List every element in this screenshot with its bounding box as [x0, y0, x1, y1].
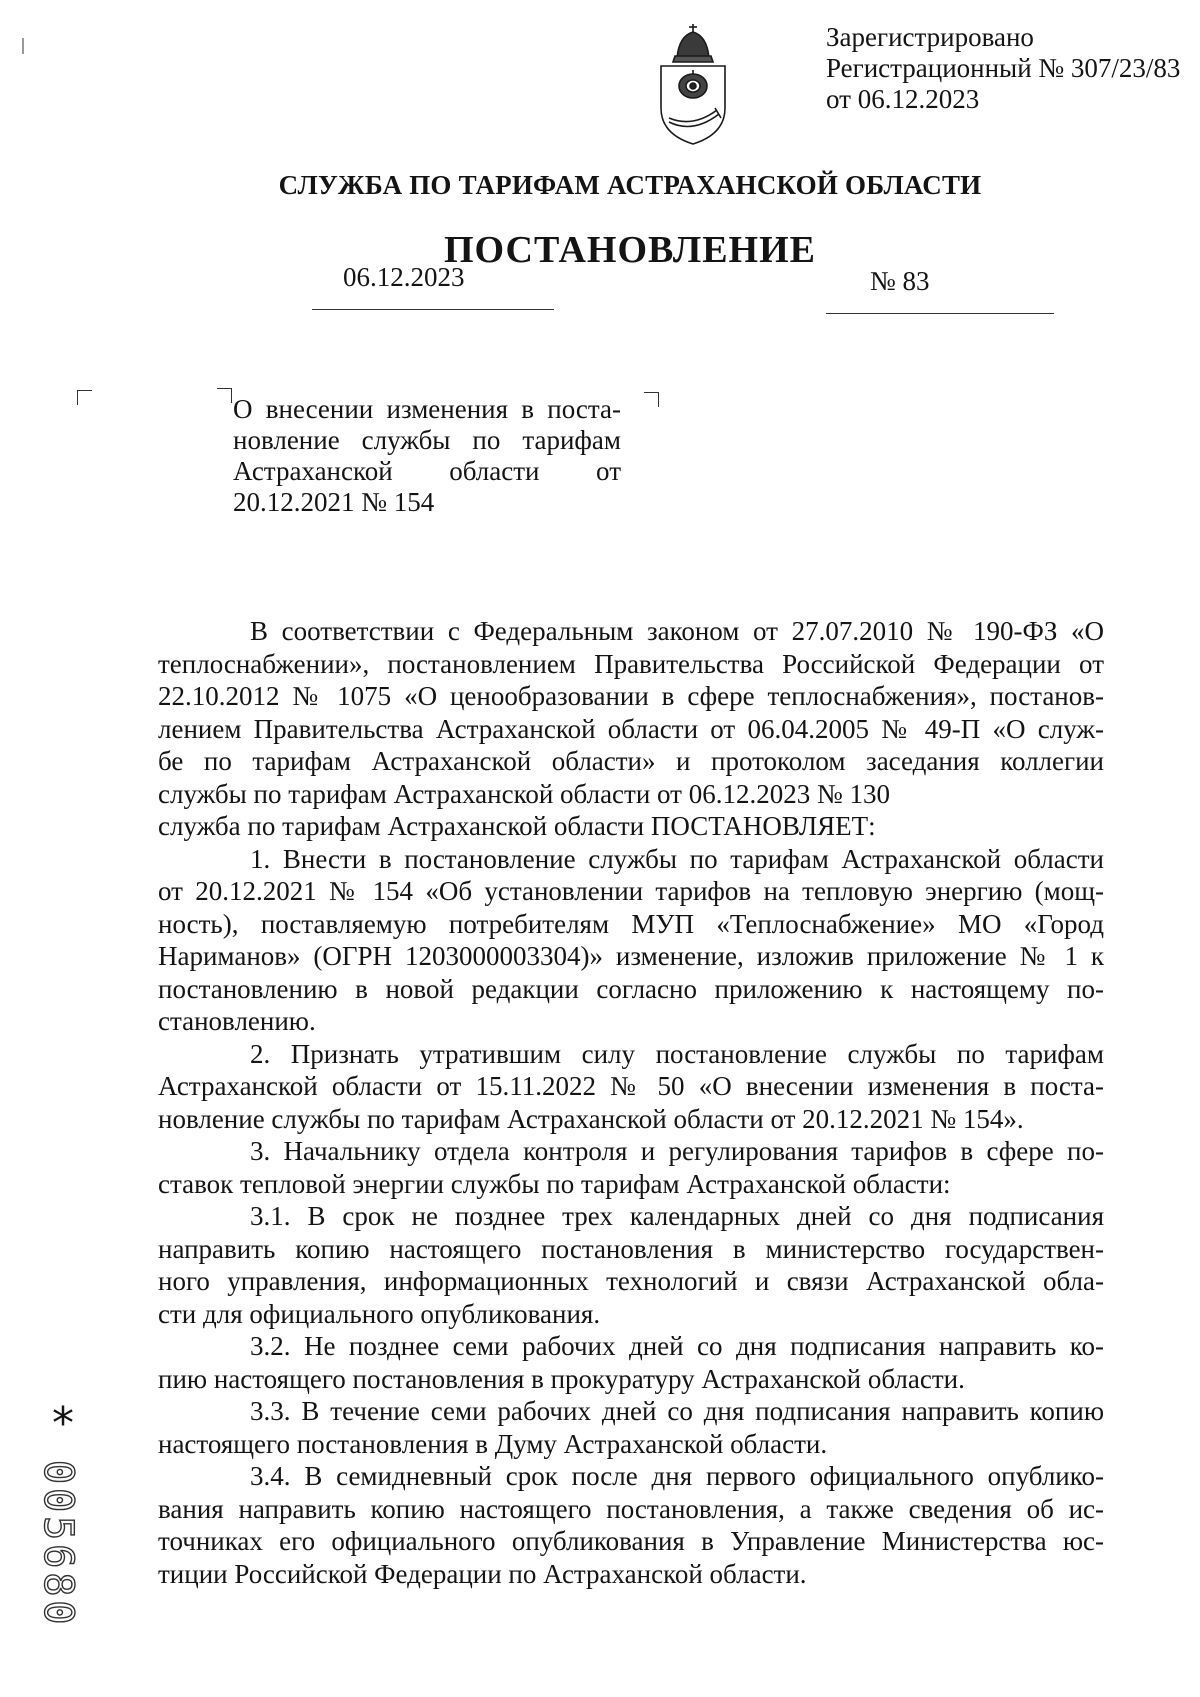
text-line: Астраханской области от 15.11.2022 № 50 «О внесении изменения в поста-	[158, 1071, 1104, 1101]
text-line: сти для официального опубликования.	[158, 1298, 601, 1329]
text-line: 1. Внести в постановление службы по тарифам Астраханской области	[250, 843, 1104, 874]
number-underline	[826, 313, 1054, 314]
item-3-3-paragraph	[158, 1395, 1104, 1460]
document-number: № 83	[870, 266, 930, 296]
text-line: лением Правительства Астраханской области от 06.04.2005 № 49-П «О служ-	[158, 713, 1104, 744]
document-body	[158, 615, 1104, 1590]
text-line: пию настоящего постановления в прокуратуру Астраханской области.	[158, 1363, 965, 1394]
registration-stamp	[826, 22, 1180, 115]
decree-line	[158, 810, 1104, 843]
text-line: 3. Начальнику отдела контроля и регулирования тарифов в сфере по-	[250, 1136, 1104, 1166]
text-line: ного управления, информационных технологий и связи Астраханской обла-	[158, 1266, 1104, 1296]
registration-date: от 06.12.2023	[826, 84, 980, 114]
text-line: ность), поставляемую потребителям МУП «Теплоснабжение» МО «Город	[158, 908, 1104, 939]
coat-of-arms-emblem	[655, 22, 731, 147]
text-line: 3.3. В течение семи рабочих дней со дня подписания направить копию	[250, 1396, 1104, 1426]
text-line: теплоснабжении», постановлением Правительства Российской Федерации от	[158, 648, 1104, 679]
subject-heading	[233, 394, 621, 518]
text-line: 2. Признать утратившим силу постановление службы по тарифам	[250, 1038, 1104, 1069]
text-line: В соответствии с Федеральным законом от 27.07.2010 № 190-ФЗ «О	[250, 616, 1104, 646]
subject-line: 20.12.2021 № 154	[233, 487, 435, 517]
item-3-4-paragraph	[158, 1460, 1104, 1590]
margin-star-symbol: *	[52, 1398, 74, 1449]
registration-number: Регистрационный № 307/23/83	[826, 53, 1181, 83]
item-1-paragraph	[158, 843, 1104, 1038]
organization-title: СЛУЖБА ПО ТАРИФАМ АСТРАХАНСКОЙ ОБЛАСТИ	[278, 170, 982, 200]
text-line: постановлению в новой редакции согласно приложению к настоящему по-	[158, 973, 1104, 1004]
scan-mark	[22, 38, 24, 54]
preamble-paragraph	[158, 615, 1104, 810]
text-line: настоящего постановления в Думу Астраханской области.	[158, 1428, 828, 1459]
text-line: направить копию настоящего постановления в министерство государствен-	[158, 1233, 1104, 1264]
subject-line: О внесении изменения в поста-	[233, 394, 621, 424]
item-3-1-paragraph	[158, 1200, 1104, 1330]
text-line: ставок тепловой энергии службы по тарифам Астраханской области:	[158, 1168, 951, 1199]
subject-line: новление службы по тарифам	[233, 425, 621, 455]
text-line: 22.10.2012 № 1075 «О ценообразовании в сфере теплоснабжения», постанов-	[158, 681, 1104, 711]
text-line: точниках его официального опубликования в Управление Министерства юс-	[158, 1526, 1104, 1556]
text-line: службы по тарифам Астраханской области от 06.12.2023 № 130	[158, 778, 890, 809]
text-line: становлению.	[158, 1006, 316, 1036]
item-3-2-paragraph	[158, 1330, 1104, 1395]
serial-number-text: 005680	[35, 1460, 81, 1629]
margin-serial-number	[33, 1460, 81, 1660]
document-type-title: ПОСТАНОВЛЕНИЕ	[443, 229, 817, 271]
text-line: бе по тарифам Астраханской области» и протоколом заседания коллегии	[158, 746, 1104, 776]
subject-end-bracket	[644, 392, 659, 407]
subject-line: Астраханской области от	[233, 456, 621, 486]
text-line: 3.1. В срок не позднее трех календарных дней со дня подписания	[250, 1201, 1104, 1231]
left-margin-bracket	[77, 390, 92, 405]
text-line: 3.4. В семидневный срок после дня первого официального опублико-	[250, 1461, 1104, 1491]
text-line: служба по тарифам Астраханской области ПОСТАНОВЛЯЕТ:	[158, 811, 876, 841]
item-2-paragraph	[158, 1038, 1104, 1136]
text-line: от 20.12.2021 № 154 «Об установлении тарифов на тепловую энергию (мощ-	[158, 876, 1104, 906]
document-date: 06.12.2023	[343, 262, 465, 292]
subject-start-bracket	[217, 388, 232, 403]
date-underline	[312, 309, 554, 310]
text-line: вания направить копию настоящего постановления, а также сведения об ис-	[158, 1493, 1104, 1524]
text-line: 3.2. Не позднее семи рабочих дней со дня подписания направить ко-	[250, 1331, 1104, 1361]
text-line: Нариманов» (ОГРН 1203000003304)» изменение, изложив приложение № 1 к	[158, 941, 1104, 971]
text-line: тиции Российской Федерации по Астраханской области.	[158, 1558, 807, 1589]
text-line: новление службы по тарифам Астраханской области от 20.12.2021 № 154».	[158, 1103, 1024, 1134]
registration-label: Зарегистрировано	[826, 22, 1034, 52]
item-3-paragraph	[158, 1135, 1104, 1200]
